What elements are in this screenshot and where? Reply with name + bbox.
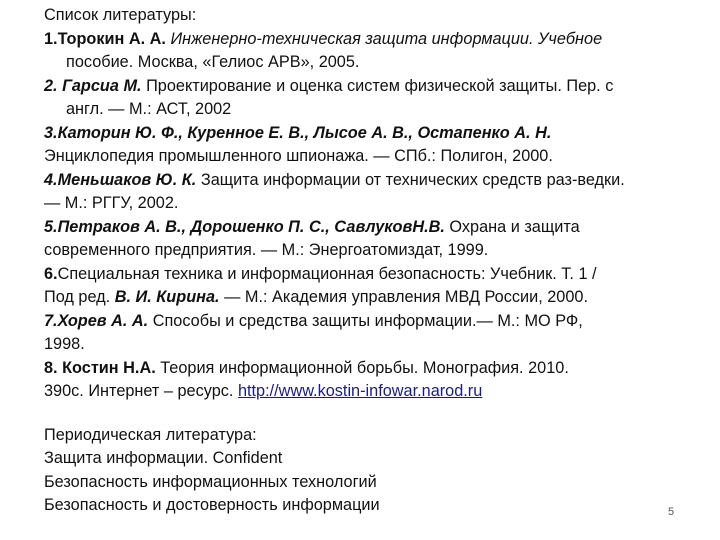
references-text [44, 4, 694, 518]
reference-1 [44, 28, 694, 52]
reference-8-title: Теория информационной борьбы. Монография. 2010. [160, 358, 569, 377]
reference-6-editor-label: Под ред. [44, 288, 115, 306]
reference-2-cont: англ. — М.: АСТ, 2002 [66, 100, 232, 118]
reference-6-cont [44, 286, 694, 310]
reference-4-author: 4.Меньшаков Ю. К. [44, 170, 201, 189]
reference-7-cont: 1998. [44, 335, 85, 353]
reference-7-author: 7.Хорев А. А. [44, 311, 153, 330]
reference-5-cont: современного предприятия. — М.: Энергоатомиздат, 1999. [44, 241, 489, 259]
reference-8-resource-label: 390с. Интернет – ресурс. [44, 382, 238, 400]
periodicals-heading: Периодическая литература: [44, 425, 257, 444]
reference-8 [44, 357, 694, 381]
reference-2-author: 2. Гарсиа М. [44, 76, 147, 95]
reference-6-publisher: — М.: Академия управления МВД России, 2000. [219, 288, 588, 306]
reference-1-author: 1.Торокин А. А. [44, 29, 171, 48]
page-number: 5 [668, 506, 675, 518]
periodical-item: Защита информации. Confident [44, 449, 283, 467]
reference-8-cont [44, 380, 694, 404]
reference-6-title: Специальная техника и информационная безопасность: Учебник. Т. 1 / [57, 264, 597, 283]
reference-4-cont: — М.: РГГУ, 2002. [44, 194, 179, 212]
reference-6-number: 6. [44, 264, 58, 283]
periodical-item: Безопасность и достоверность информации [44, 496, 380, 514]
reference-7 [44, 310, 694, 334]
reference-2 [44, 75, 694, 99]
reference-4 [44, 169, 694, 193]
reference-8-author: 8. Костин Н.А. [44, 358, 161, 377]
reference-4-title: Защита информации от технических средств раз-ведки. [200, 170, 625, 189]
reference-5-title: Охрана и защита [449, 217, 580, 236]
section-gap [44, 404, 694, 424]
reference-5-authors: 5.Петраков А. В., Дорошенко П. С., СавлуковН.В. [44, 217, 450, 236]
reference-1-title: Инженерно-техническая защита информации. Учебное [170, 29, 603, 48]
reference-2-title: Проектирование и оценка систем физической защиты. Пер. с [146, 76, 614, 95]
reference-3-authors: 3.Каторин Ю. Ф., Куренное Е. В., Лысое А. В., Остапенко А. Н. [44, 123, 552, 142]
reference-5 [44, 216, 694, 240]
reference-6 [44, 263, 694, 287]
reference-6-editor: В. И. Кирина. [114, 288, 220, 306]
reference-8-link[interactable]: http://www.kostin-infowar.narod.ru [237, 382, 483, 400]
literature-heading: Список литературы: [44, 6, 197, 24]
periodical-item: Безопасность информационных технологий [44, 472, 377, 491]
reference-3-title: Энциклопедия промышленного шпионажа. — СПб.: Полигон, 2000. [44, 147, 553, 165]
reference-7-title: Способы и средства защиты информации.— М.: МО РФ, [152, 311, 583, 330]
reference-1-cont: пособие. Москва, «Гелиос АРВ», 2005. [66, 53, 360, 71]
